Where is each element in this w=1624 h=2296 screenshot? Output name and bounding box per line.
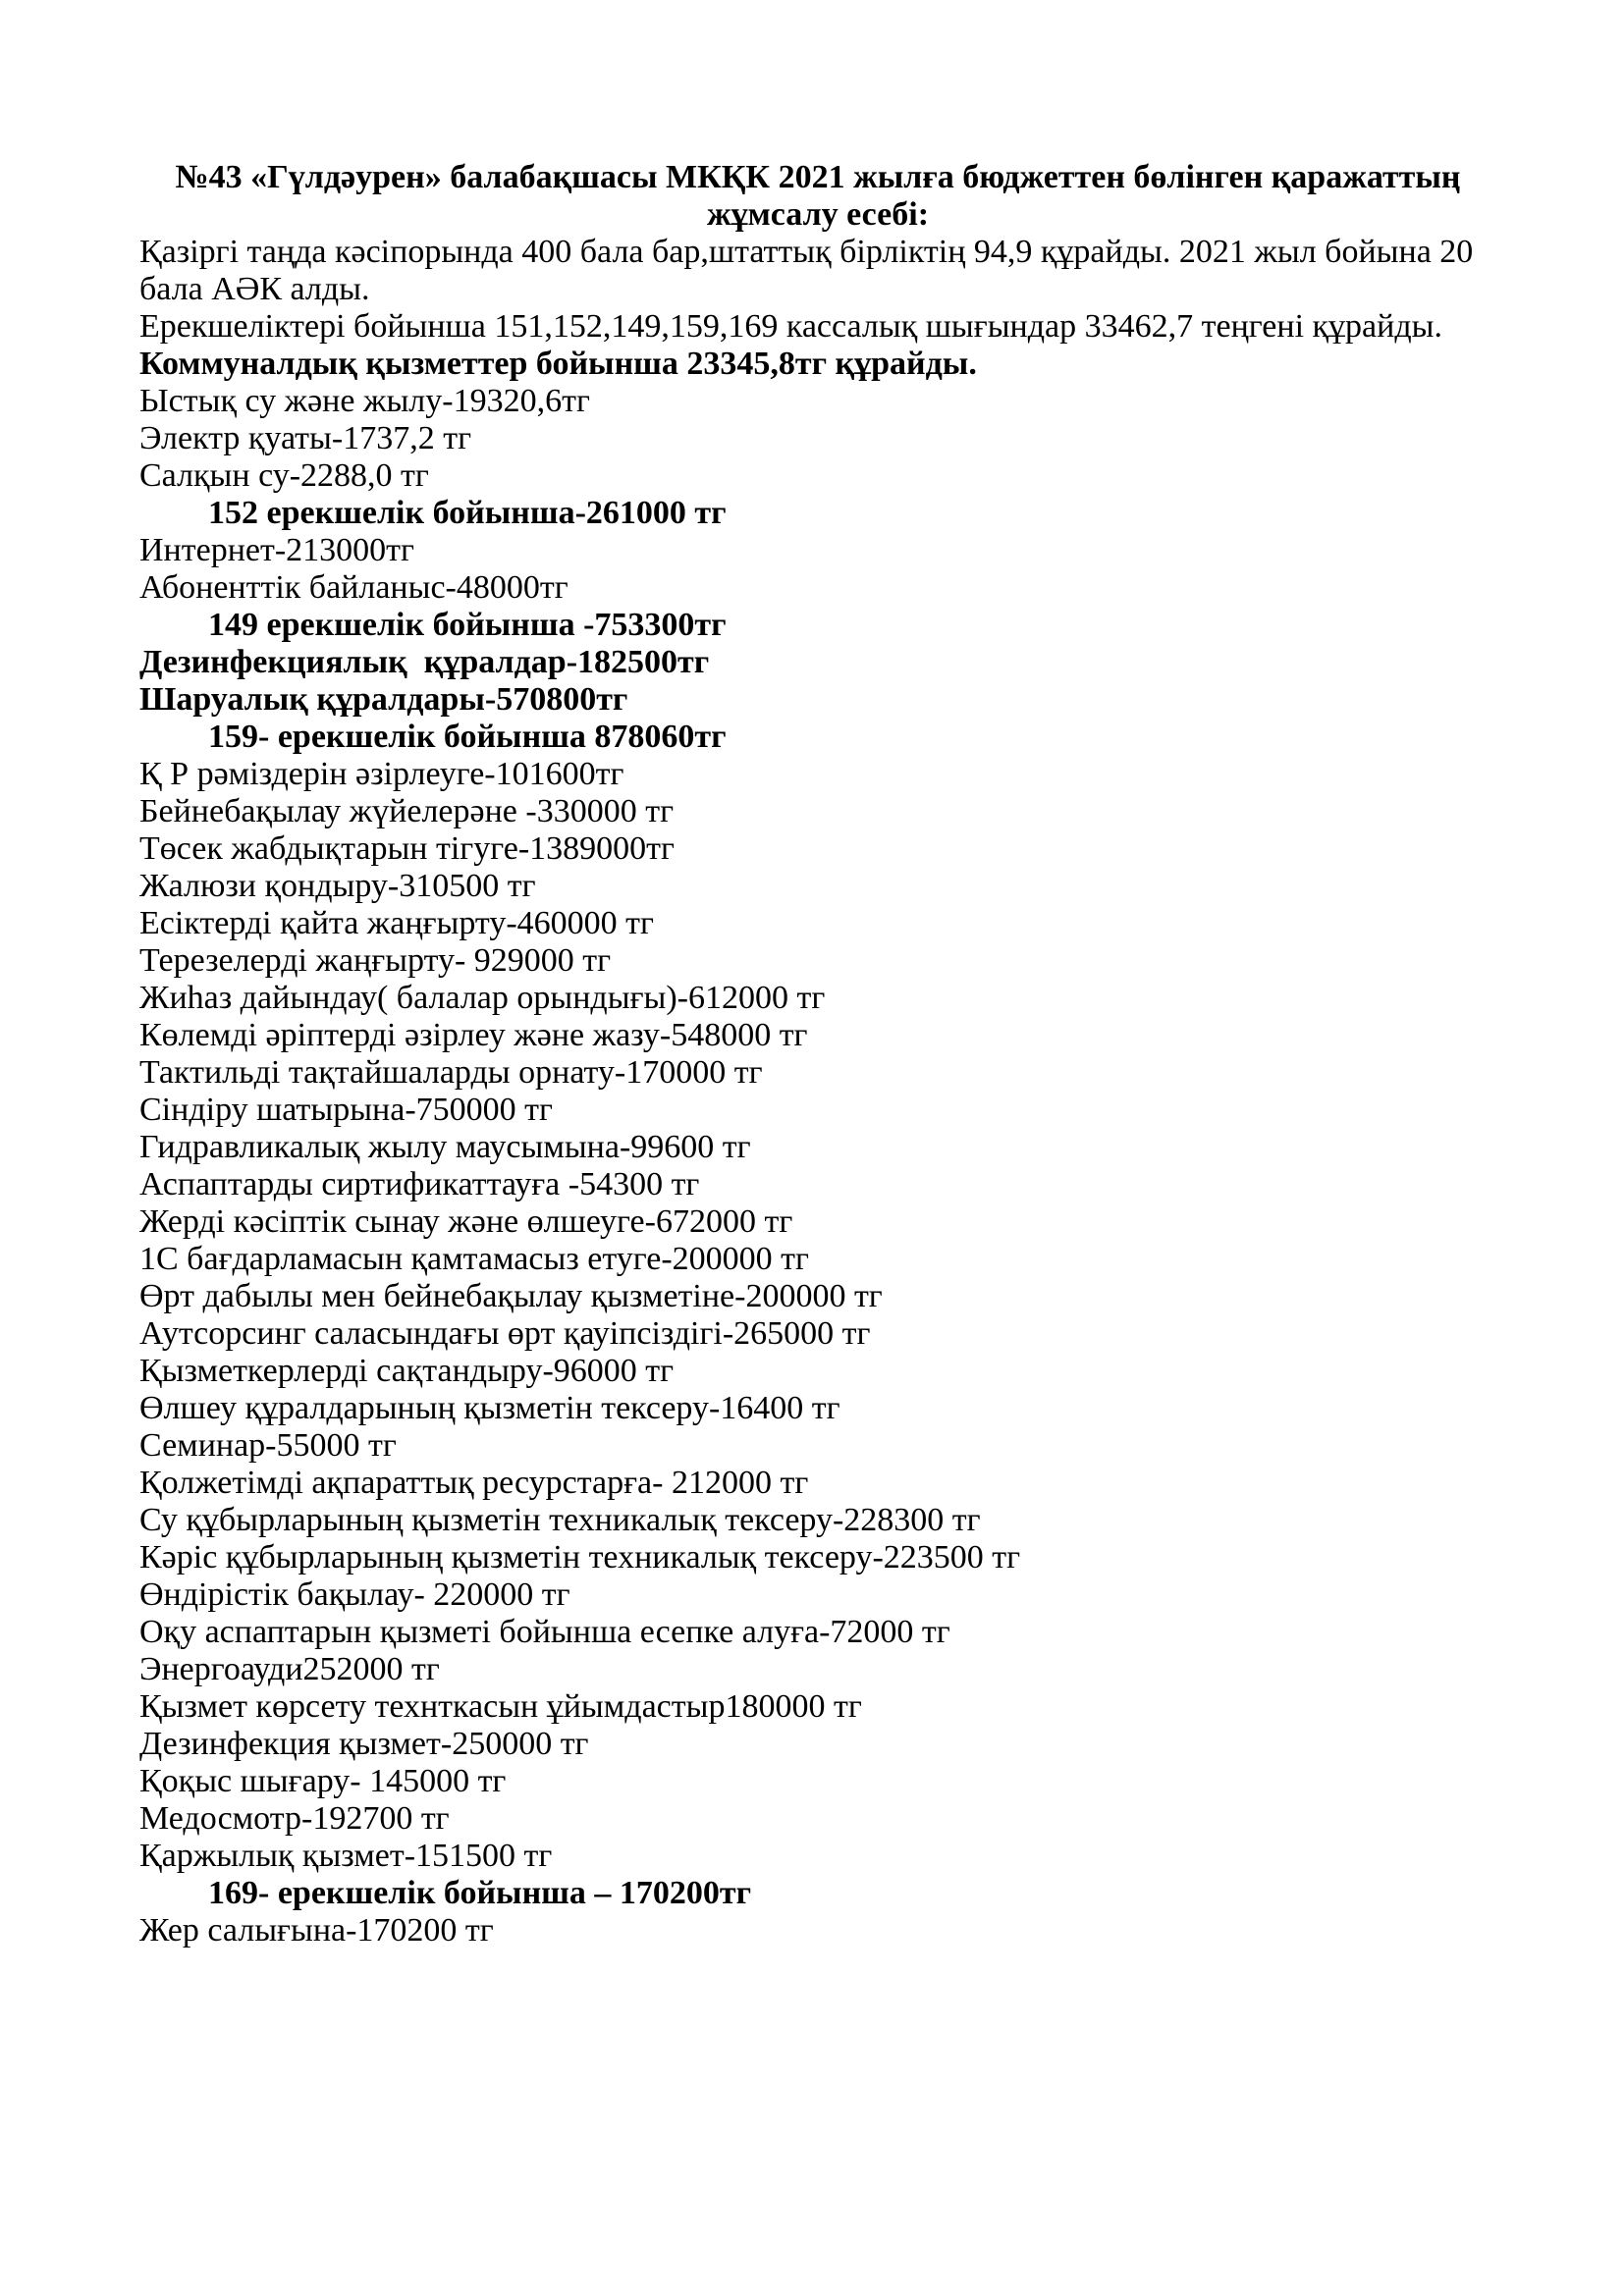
expense-line: Жер салығына-170200 тг [139,1912,494,1949]
expense-line: Өрт дабылы мен бейнебақылау қызметіне-200000 тг [139,1278,883,1314]
expense-line: Ыстық су және жылу-19320,6тг [139,383,590,419]
expense-line: 1С бағдарламасын қамтамасыз етуге-200000 тг [139,1241,809,1277]
intro-paragraph-3: Коммуналдық қызметтер бойынша 23345,8тг құрайды. [139,346,977,382]
expense-line: 149 ерекшелік бойынша -753300тг [208,607,727,643]
expense-line: Терезелерді жаңғырту- 929000 тг [139,942,612,979]
expense-line: Су құбырларының қызметін техникалық тексеру-228300 тг [139,1502,981,1538]
expense-line: Аутсорсинг саласындағы өрт қауіпсіздігі-265000 тг [139,1315,871,1352]
expense-line: Абоненттік байланыс-48000тг [139,569,568,606]
expense-line: 152 ерекшелік бойынша-261000 тг [208,495,727,531]
expense-line: Жерді кәсіптік сынау және өлшеуге-672000 тг [139,1203,793,1240]
expense-list [139,383,1496,1949]
expense-line: Өндірістік бақылау- 220000 тг [139,1576,570,1613]
expense-line: Төсек жабдықтарын тігуге-1389000тг [139,830,675,867]
expense-line: Семинар-55000 тг [139,1427,397,1464]
expense-line: Бейнебақылау жүйелерәне -330000 тг [139,793,675,829]
expense-line: Шаруалық құралдары-570800тг [139,681,628,718]
expense-line: Дезинфекция қызмет-250000 тг [139,1726,589,1762]
expense-line: Өлшеу құралдарының қызметін тексеру-16400 тг [139,1390,840,1426]
expense-line: 159- ерекшелік бойынша 878060тг [208,719,727,755]
expense-line: Есіктерді қайта жаңғырту-460000 тг [139,905,654,941]
expense-line: Көлемді әріптерді әзірлеу және жазу-548000 тг [139,1017,808,1053]
expense-line: Қ Р рәміздерін әзірлеуге-101600тг [139,756,624,792]
expense-line: Медосмотр-192700 тг [139,1800,450,1837]
expense-line: Оқу аспаптарын қызметі бойынша есепке алуға-72000 тг [139,1614,950,1650]
expense-line: Қызметкерлерді сақтандыру-96000 тг [139,1353,675,1389]
expense-line: Кәріс құбырларының қызметін техникалық тексеру-223500 тг [139,1539,1021,1575]
expense-line: Электр қуаты-1737,2 тг [139,420,472,456]
intro-paragraph-2: Ерекшеліктері бойынша 151,152,149,159,169 кассалық шығындар 33462,7 теңгені құрайды. [139,308,1442,345]
expense-line: Қызмет көрсету технткасын ұйымдастыр180000 тг [139,1688,862,1725]
expense-line: Аспаптарды сиртификаттауға -54300 тг [139,1166,700,1202]
expense-line: Қолжетімді ақпараттық ресурстарға- 212000 тг [139,1465,809,1501]
expense-line: Жиһаз дайындау( балалар орындығы)-612000 тг [139,980,826,1016]
title-line-1: №43 «Гүлдәурен» балабақшасы МКҚК 2021 жылға бюджеттен бөлінген қаражаттың [175,159,1461,195]
expense-line: Дезинфекциялық құралдар-182500тг [139,644,710,680]
title-line-2: жұмсалу есебі: [706,196,930,233]
expense-line: Тактильді тақтайшаларды орнату-170000 тг [139,1054,763,1091]
expense-line: Қаржылық қызмет-151500 тг [139,1838,553,1874]
expense-line: Гидравликалық жылу маусымына-99600 тг [139,1129,751,1165]
expense-line: 169- ерекшелік бойынша – 170200тг [208,1875,752,1911]
expense-line: Жалюзи қондыру-310500 тг [139,868,536,904]
document-title [139,159,1496,234]
expense-line: Сіндіру шатырына-750000 тг [139,1092,553,1128]
expense-line: Интернет-213000тг [139,532,414,568]
intro-paragraph-1: Қазіргі таңда кәсіпорында 400 бала бар,штаттық бірліктің 94,9 құрайды. 2021 жыл бойына 20 бала АӘК алды. [139,234,1482,307]
expense-line: Қоқыс шығару- 145000 тг [139,1763,507,1799]
expense-line: Энергоауди252000 тг [139,1651,440,1687]
expense-line: Салқын су-2288,0 тг [139,457,429,494]
